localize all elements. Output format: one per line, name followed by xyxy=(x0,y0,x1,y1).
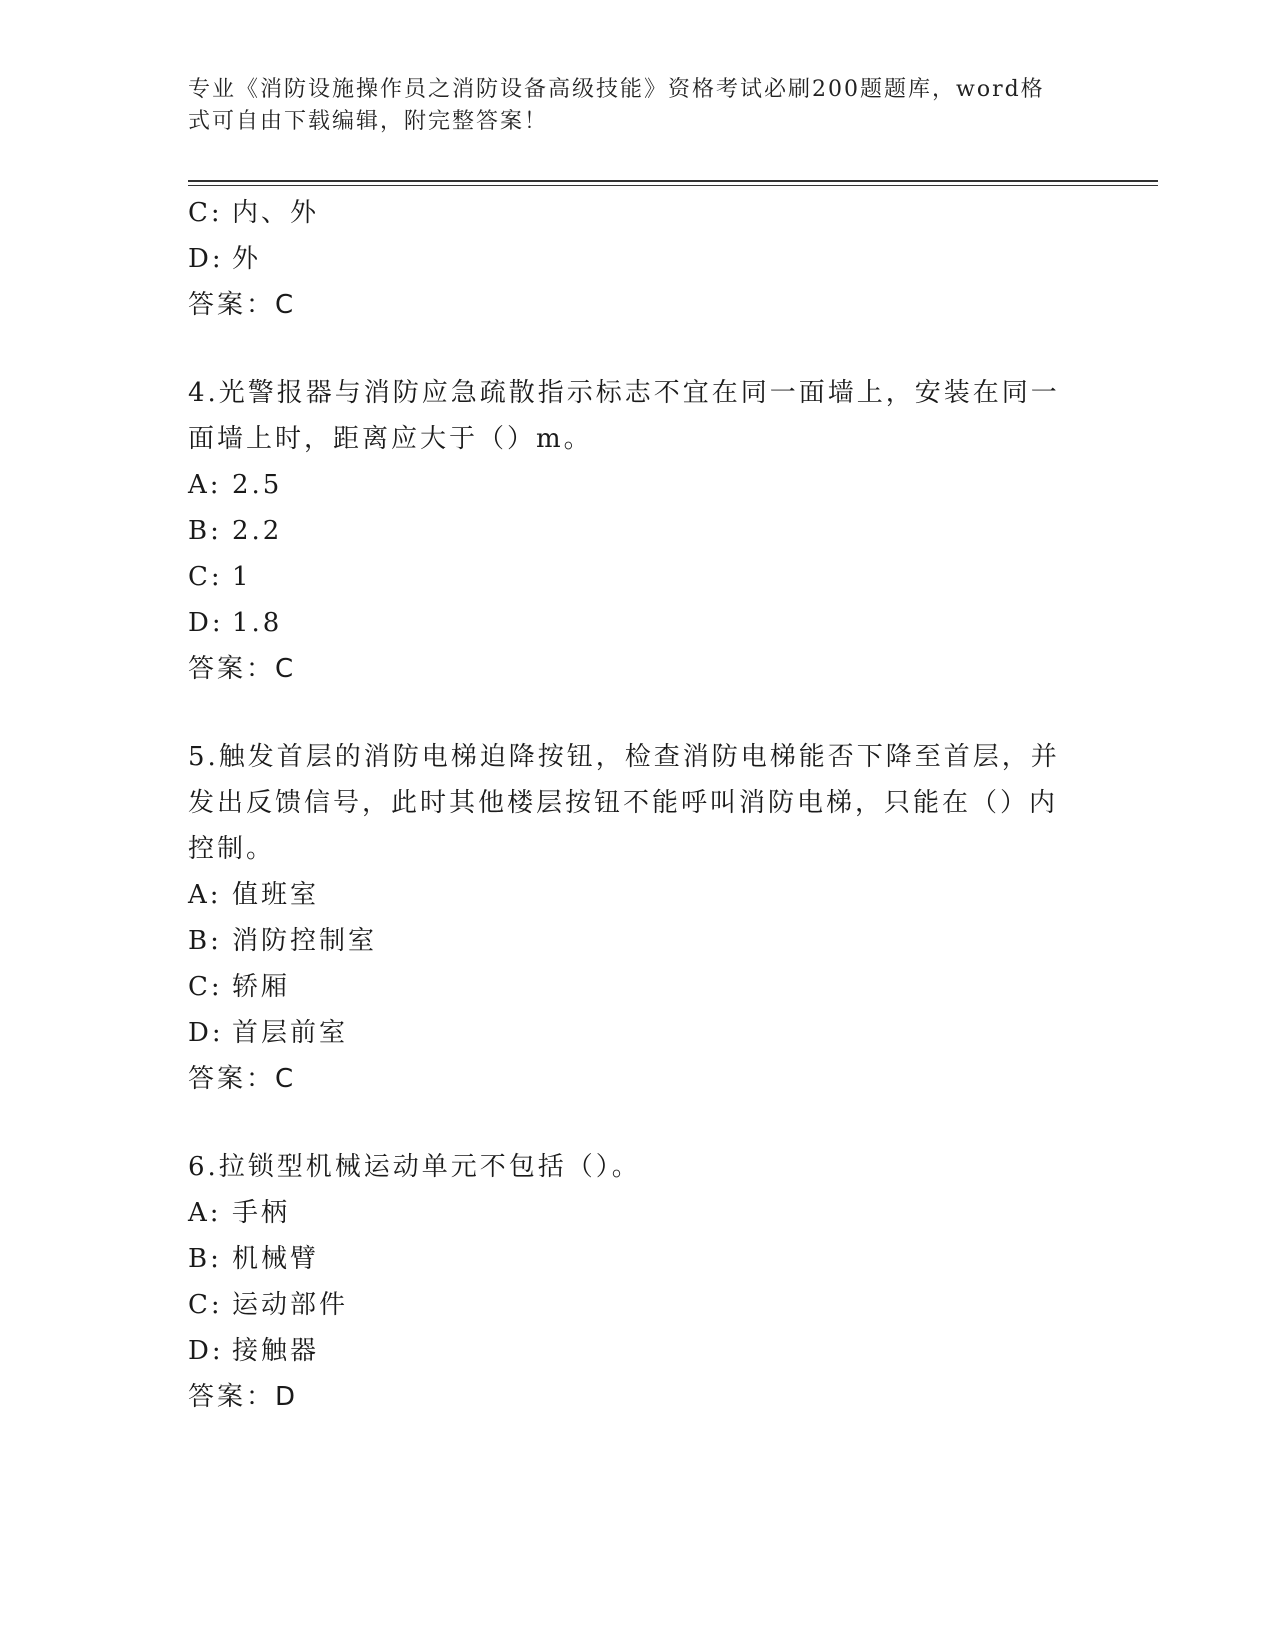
option-b xyxy=(188,1236,1068,1282)
document-body xyxy=(188,190,1068,1420)
answer-line: 答案：C xyxy=(188,654,297,684)
header-rule-thin xyxy=(188,185,1158,186)
option-letter: C: xyxy=(188,972,223,1002)
question-stem: 5.触发首层的消防电梯迫降按钮，检查消防电梯能否下降至首层，并发出反馈信号，此时其他楼层按钮不能呼叫消防电梯，只能在（）内控制。 xyxy=(188,742,1060,864)
question-6 xyxy=(188,1144,1068,1420)
continued-question xyxy=(188,190,1068,328)
answer-line: 答案：C xyxy=(188,290,297,320)
option-text: 2.2 xyxy=(232,516,283,546)
option-text: 内、外 xyxy=(232,198,320,228)
option-d xyxy=(188,600,1068,646)
option-text: 消防控制室 xyxy=(232,926,378,956)
option-text: 接触器 xyxy=(232,1336,320,1366)
option-c xyxy=(188,554,1068,600)
option-d xyxy=(188,1010,1068,1056)
option-a xyxy=(188,1190,1068,1236)
answer-line: 答案：D xyxy=(188,1382,299,1412)
document-header: 专业《消防设施操作员之消防设备高级技能》资格考试必刷200题题库，word格式可自由下载编辑，附完整答案！ xyxy=(188,77,1045,134)
option-d xyxy=(188,236,1068,282)
option-text: 1 xyxy=(232,562,252,592)
option-letter: B: xyxy=(188,926,222,956)
answer-line: 答案：C xyxy=(188,1064,297,1094)
question-stem: 4.光警报器与消防应急疏散指示标志不宜在同一面墙上，安装在同一面墙上时，距离应大于（）m。 xyxy=(188,378,1060,454)
option-letter: B: xyxy=(188,1244,222,1274)
option-letter: C: xyxy=(188,1290,223,1320)
header-rule-thick xyxy=(188,180,1158,182)
option-text: 运动部件 xyxy=(232,1290,349,1320)
option-letter: C: xyxy=(188,562,223,592)
option-letter: B: xyxy=(188,516,222,546)
option-a xyxy=(188,462,1068,508)
option-a xyxy=(188,872,1068,918)
option-c xyxy=(188,964,1068,1010)
question-5 xyxy=(188,734,1068,1102)
option-letter: A: xyxy=(188,470,222,500)
option-letter: D: xyxy=(188,244,224,274)
option-letter: D: xyxy=(188,1018,224,1048)
option-text: 2.5 xyxy=(232,470,283,500)
option-text: 首层前室 xyxy=(232,1018,349,1048)
option-text: 值班室 xyxy=(232,880,320,910)
option-d xyxy=(188,1328,1068,1374)
option-text: 外 xyxy=(232,244,262,274)
option-letter: D: xyxy=(188,608,224,638)
option-c xyxy=(188,190,1068,236)
option-letter: C: xyxy=(188,198,223,228)
question-4 xyxy=(188,370,1068,692)
option-b xyxy=(188,508,1068,554)
option-text: 轿厢 xyxy=(232,972,291,1002)
question-stem: 6.拉锁型机械运动单元不包括（）。 xyxy=(188,1152,641,1182)
option-c xyxy=(188,1282,1068,1328)
option-text: 机械臂 xyxy=(232,1244,320,1274)
option-text: 1.8 xyxy=(232,608,283,638)
option-letter: A: xyxy=(188,880,222,910)
option-b xyxy=(188,918,1068,964)
option-text: 手柄 xyxy=(232,1198,291,1228)
option-letter: D: xyxy=(188,1336,224,1366)
option-letter: A: xyxy=(188,1198,222,1228)
